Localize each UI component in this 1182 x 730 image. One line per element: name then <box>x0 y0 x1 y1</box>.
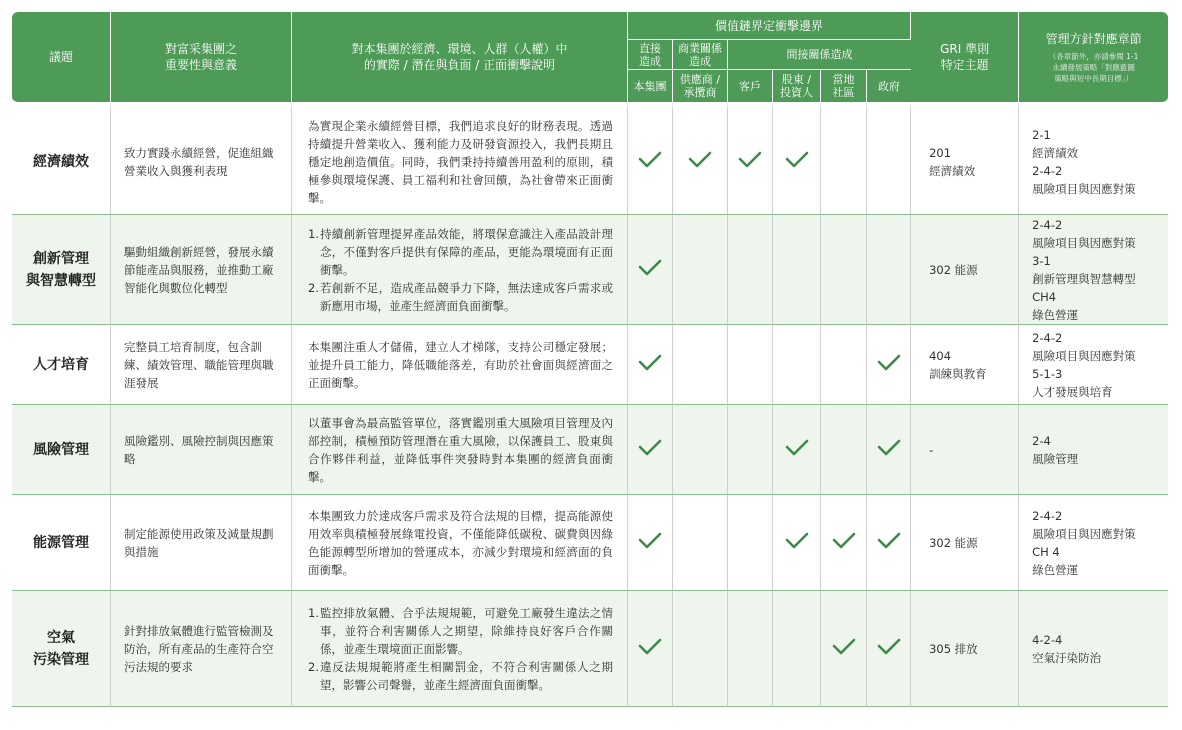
topic-text: 空氣 <box>47 629 75 646</box>
cell-gri <box>911 103 1019 215</box>
gri-text: 訓練與教育 <box>929 366 987 381</box>
cell-impact: 為實現企業永續經營目標，我們追求良好的財務表現。透過持續提升營業收入、獲利能力及研發資源投入，我們長期且穩定地創造價值。同時，我們秉持持續善用盈利的原則，積極參與環境保護、員工福利和社會回饋，為社會帶來正面衝擊。 <box>292 103 628 215</box>
cell-significance: 制定能源使用政策及減量規劃與措施 <box>111 495 292 591</box>
table-row <box>12 591 1168 707</box>
cell-boundary-shareholder <box>773 495 821 591</box>
impact-list-item <box>308 279 613 315</box>
table-header <box>12 12 1168 103</box>
cell-significance: 針對排放氣體進行監管檢測及防治，所有產品的生產符合空污法規的要求 <box>111 591 292 707</box>
chapter-text: 2-4-2 <box>1032 508 1063 523</box>
cell-boundary-customer <box>728 495 773 591</box>
impact-list-number: 1. <box>308 605 319 620</box>
cell-boundary-customer <box>728 325 773 405</box>
chapter-text: 2-4 <box>1032 433 1051 448</box>
topic-text: 創新管理 <box>33 250 89 267</box>
check-icon <box>637 257 663 277</box>
cell-boundary-shareholder <box>773 405 821 495</box>
impact-list-text: 監控排放氣體、合乎法規規範，可避免工廠發生違法之情事，並符合利害關係人之期望，除維持良好客戶合作關係，並產生環境面正面影響。 <box>320 605 613 656</box>
table-row <box>12 215 1168 325</box>
cell-impact: 本集團注重人才儲備，建立人才梯隊，支持公司穩定發展；並提升員工能力，降低職能落差，有助於社會面與經濟面之正面衝擊。 <box>292 325 628 405</box>
chapter-text: 2-4-2 <box>1032 330 1063 345</box>
gri-text: - <box>929 442 934 457</box>
cell-topic <box>12 325 111 405</box>
cell-chapter <box>1019 103 1168 215</box>
header-boundary: 價值鏈界定衝擊邊界 <box>628 12 911 40</box>
cell-boundary-supplier <box>673 495 728 591</box>
chapter-text: 風險項目與因應對策 <box>1032 181 1136 196</box>
header-topic: 議題 <box>12 12 111 103</box>
topic-text: 人才培育 <box>33 356 89 373</box>
table-row <box>12 103 1168 215</box>
gri-text: 302 能源 <box>929 262 978 277</box>
check-icon <box>687 149 713 169</box>
cell-boundary-community <box>821 405 867 495</box>
chapter-text: 綠色營運 <box>1032 307 1079 322</box>
check-icon <box>637 636 663 656</box>
chapter-text: CH4 <box>1032 289 1057 304</box>
impact-list-text: 違反法規規範將產生相關罰金，不符合利害關係人之期望，影響公司聲譽，並產生經濟面負面衝擊。 <box>320 659 613 692</box>
topic-text: 風險管理 <box>33 441 89 458</box>
cell-impact <box>292 215 628 325</box>
cell-impact <box>292 591 628 707</box>
impact-list-number: 2. <box>308 280 319 295</box>
header-significance: 對富采集團之 重要性與意義 <box>111 12 292 103</box>
check-icon <box>784 437 810 457</box>
cell-boundary-government <box>867 325 911 405</box>
cell-chapter <box>1019 325 1168 405</box>
impact-list-number: 1. <box>308 226 319 241</box>
check-icon <box>876 636 902 656</box>
check-icon <box>637 149 663 169</box>
gri-text: 305 排放 <box>929 641 978 656</box>
cell-boundary-government <box>867 103 911 215</box>
header-direct: 直接 造成 <box>628 40 673 70</box>
cell-boundary-community <box>821 215 867 325</box>
header-col-supplier: 供應商 / 承攬商 <box>673 70 728 103</box>
cell-chapter <box>1019 591 1168 707</box>
cell-boundary-group <box>628 495 673 591</box>
cell-boundary-supplier <box>673 591 728 707</box>
materiality-table <box>12 12 1168 707</box>
materiality-table-container <box>12 12 1168 707</box>
impact-list-number: 2. <box>308 659 319 674</box>
cell-boundary-supplier <box>673 325 728 405</box>
header-col-government: 政府 <box>867 70 911 103</box>
chapter-text: 空氣汙染防治 <box>1032 650 1102 665</box>
cell-gri <box>911 495 1019 591</box>
cell-boundary-supplier <box>673 215 728 325</box>
gri-text: 經濟績效 <box>929 163 976 178</box>
table-row <box>12 405 1168 495</box>
cell-boundary-shareholder <box>773 591 821 707</box>
cell-significance: 完整員工培育制度，包含訓練、績效管理、職能管理與職涯發展 <box>111 325 292 405</box>
chapter-text: 經濟績效 <box>1032 145 1079 160</box>
header-chapter-note: （各章節外，亦請參閱 1-1 永續發展策略「對應藍圖 策略與短中長期目標」） <box>1048 51 1139 83</box>
cell-boundary-customer <box>728 215 773 325</box>
impact-list-text: 持續創新管理提昇產品效能，將環保意識注入產品設計理念，不僅對客戶提供有保障的產品，更能為環境面有正面衝擊。 <box>320 226 613 277</box>
check-icon <box>737 149 763 169</box>
header-col-community: 當地 社區 <box>821 70 867 103</box>
cell-chapter <box>1019 495 1168 591</box>
chapter-text: 風險項目與因應對策 <box>1032 235 1136 250</box>
cell-boundary-government <box>867 405 911 495</box>
check-icon <box>784 149 810 169</box>
chapter-text: 風險管理 <box>1032 451 1079 466</box>
cell-impact: 本集團致力於達成客戶需求及符合法規的目標，提高能源使用效率與積極發展綠電投資，不僅能降低碳稅、碳費與因綠色能源轉型所增加的營運成本，亦減少對環境和經濟面的負面衝擊。 <box>292 495 628 591</box>
cell-gri <box>911 215 1019 325</box>
impact-list-item <box>308 658 613 694</box>
header-gri: GRI 準則 特定主題 <box>911 12 1019 103</box>
cell-topic <box>12 405 111 495</box>
cell-boundary-shareholder <box>773 103 821 215</box>
cell-significance: 驅動組織創新經營，發展永續節能產品與服務，並推動工廠智能化與數位化轉型 <box>111 215 292 325</box>
topic-text: 能源管理 <box>33 534 89 551</box>
chapter-text: 風險項目與因應對策 <box>1032 526 1136 541</box>
chapter-text: 風險項目與因應對策 <box>1032 348 1136 363</box>
check-icon <box>876 530 902 550</box>
header-col-group: 本集團 <box>628 70 673 103</box>
chapter-text: CH 4 <box>1032 544 1060 559</box>
gri-text: 302 能源 <box>929 535 978 550</box>
header-chapter: 管理方針對應章節 （各章節外，亦請參閱 1-1 永續發展策略「對應藍圖 策略與短中長期目標」） <box>1019 12 1168 103</box>
chapter-text: 綠色營運 <box>1032 562 1079 577</box>
check-icon <box>876 437 902 457</box>
gri-text: 404 <box>929 348 952 363</box>
chapter-text: 人才發展與培育 <box>1032 384 1113 399</box>
cell-topic <box>12 103 111 215</box>
cell-chapter <box>1019 215 1168 325</box>
cell-boundary-group <box>628 103 673 215</box>
chapter-text: 2-4-2 <box>1032 217 1063 232</box>
chapter-text: 4-2-4 <box>1032 632 1063 647</box>
chapter-text: 2-1 <box>1032 127 1051 142</box>
header-business: 商業關係 造成 <box>673 40 728 70</box>
cell-gri <box>911 591 1019 707</box>
cell-boundary-group <box>628 591 673 707</box>
cell-boundary-shareholder <box>773 215 821 325</box>
cell-boundary-customer <box>728 103 773 215</box>
topic-text: 污染管理 <box>33 651 89 668</box>
gri-text: 201 <box>929 145 952 160</box>
cell-boundary-government <box>867 591 911 707</box>
cell-boundary-group <box>628 405 673 495</box>
cell-boundary-community <box>821 103 867 215</box>
cell-significance: 風險鑑別、風險控制與因應策略 <box>111 405 292 495</box>
topic-text: 經濟績效 <box>33 153 89 170</box>
cell-boundary-customer <box>728 405 773 495</box>
chapter-text: 創新管理與智慧轉型 <box>1032 271 1136 286</box>
cell-boundary-community <box>821 495 867 591</box>
cell-significance: 致力實踐永續經營，促進組織營業收入與獲利表現 <box>111 103 292 215</box>
check-icon <box>637 437 663 457</box>
cell-gri <box>911 405 1019 495</box>
check-icon <box>876 352 902 372</box>
table-row <box>12 495 1168 591</box>
chapter-text: 2-4-2 <box>1032 163 1063 178</box>
cell-boundary-government <box>867 495 911 591</box>
impact-list-item <box>308 225 613 279</box>
impact-list-text: 若創新不足，造成產品競爭力下降，無法達成客戶需求或新應用市場，並產生經濟面負面衝擊。 <box>320 280 613 313</box>
header-impact: 對本集團於經濟、環境、人群（人權）中 的實際 / 潛在與負面 / 正面衝擊說明 <box>292 12 628 103</box>
cell-boundary-shareholder <box>773 325 821 405</box>
impact-list-item <box>308 604 613 658</box>
cell-topic <box>12 495 111 591</box>
cell-boundary-community <box>821 325 867 405</box>
cell-boundary-supplier <box>673 103 728 215</box>
header-col-shareholder: 股東 / 投資人 <box>773 70 821 103</box>
check-icon <box>784 530 810 550</box>
cell-boundary-group <box>628 325 673 405</box>
topic-text: 與智慧轉型 <box>26 272 96 289</box>
check-icon <box>831 636 857 656</box>
chapter-text: 3-1 <box>1032 253 1051 268</box>
cell-boundary-community <box>821 591 867 707</box>
cell-topic <box>12 591 111 707</box>
cell-chapter <box>1019 405 1168 495</box>
check-icon <box>637 352 663 372</box>
cell-impact: 以董事會為最高監管單位，落實鑑別重大風險項目管理及內部控制，積極預防管理潛在重大風險，以保護員工、股東與合作夥伴利益，並降低事件突發時對本集團的經濟負面衝擊。 <box>292 405 628 495</box>
chapter-text: 5-1-3 <box>1032 366 1063 381</box>
check-icon <box>831 530 857 550</box>
header-indirect: 間接關係造成 <box>728 40 911 70</box>
cell-boundary-customer <box>728 591 773 707</box>
table-row <box>12 325 1168 405</box>
table-body <box>12 103 1168 707</box>
cell-boundary-supplier <box>673 405 728 495</box>
cell-topic <box>12 215 111 325</box>
header-col-customer: 客戶 <box>728 70 773 103</box>
check-icon <box>637 530 663 550</box>
cell-gri <box>911 325 1019 405</box>
cell-boundary-group <box>628 215 673 325</box>
cell-boundary-government <box>867 215 911 325</box>
